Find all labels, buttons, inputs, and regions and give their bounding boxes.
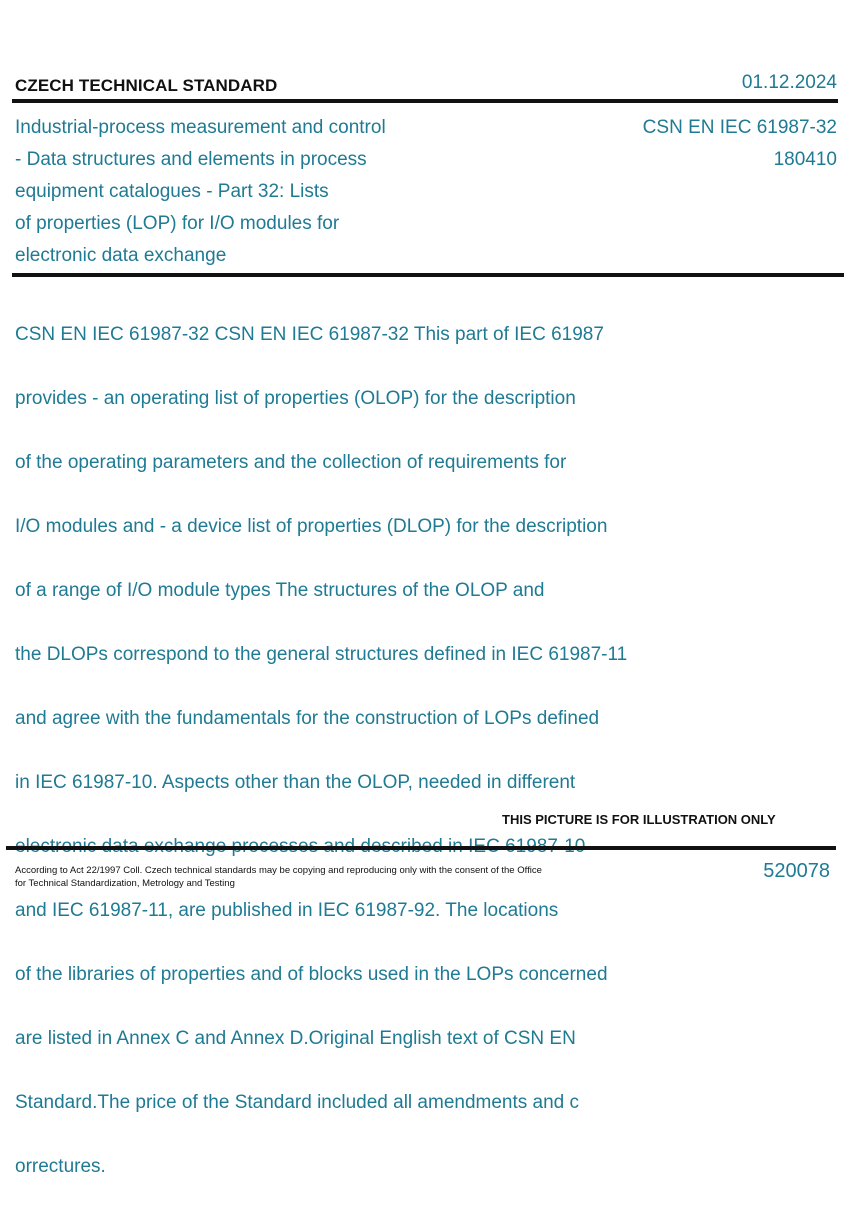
title-line: equipment catalogues - Part 32: Lists bbox=[15, 181, 329, 202]
body-line: provides - an operating list of properties (OLOP) for the description bbox=[15, 388, 576, 409]
body-line: of the libraries of properties and of blocks used in the LOPs concerned bbox=[15, 964, 608, 985]
body-line: and agree with the fundamentals for the construction of LOPs defined bbox=[15, 708, 600, 729]
body-line: of the operating parameters and the collection of requirements for bbox=[15, 452, 567, 473]
footer-rule bbox=[6, 846, 836, 850]
footer-note-line: for Technical Standardization, Metrology and Testing bbox=[15, 878, 235, 889]
illustration-note: THIS PICTURE IS FOR ILLUSTRATION ONLY bbox=[502, 812, 776, 827]
header-date: 01.12.2024 bbox=[741, 72, 837, 93]
header-rule bbox=[12, 99, 838, 103]
body-line: and IEC 61987-11, are published in IEC 61987-92. The locations bbox=[15, 900, 559, 921]
footer-note-line: According to Act 22/1997 Coll. Czech technical standards may be copying and reproducing only with the consent of the Office bbox=[15, 865, 542, 876]
body-text bbox=[15, 287, 715, 1215]
body-line: are listed in Annex C and Annex D.Original English text of CSN EN bbox=[15, 1028, 576, 1049]
body-line: Standard.The price of the Standard included all amendments and c bbox=[15, 1092, 580, 1113]
title-line: Industrial-process measurement and control bbox=[15, 117, 386, 138]
header-label: CZECH TECHNICAL STANDARD bbox=[15, 76, 278, 95]
body-line: CSN EN IEC 61987-32 CSN EN IEC 61987-32 This part of IEC 61987 bbox=[15, 324, 604, 345]
title-line: - Data structures and elements in process bbox=[15, 149, 367, 170]
catalog-number: 180410 bbox=[773, 149, 837, 170]
body-line: the DLOPs correspond to the general structures defined in IEC 61987-11 bbox=[15, 644, 628, 665]
body-line: in IEC 61987-10. Aspects other than the OLOP, needed in different bbox=[15, 772, 576, 793]
body-line: I/O modules and - a device list of properties (DLOP) for the description bbox=[15, 516, 608, 537]
title-rule bbox=[12, 273, 844, 277]
title-line: of properties (LOP) for I/O modules for bbox=[15, 213, 340, 234]
footer-note bbox=[15, 864, 615, 890]
body-line: of a range of I/O module types The structures of the OLOP and bbox=[15, 580, 545, 601]
standard-code: CSN EN IEC 61987-32 bbox=[642, 117, 837, 138]
document-title bbox=[15, 112, 455, 272]
body-line: orrectures. bbox=[15, 1156, 106, 1177]
document-codes bbox=[643, 112, 837, 176]
title-line: electronic data exchange bbox=[15, 245, 227, 266]
footer-code: 520078 bbox=[763, 860, 830, 882]
